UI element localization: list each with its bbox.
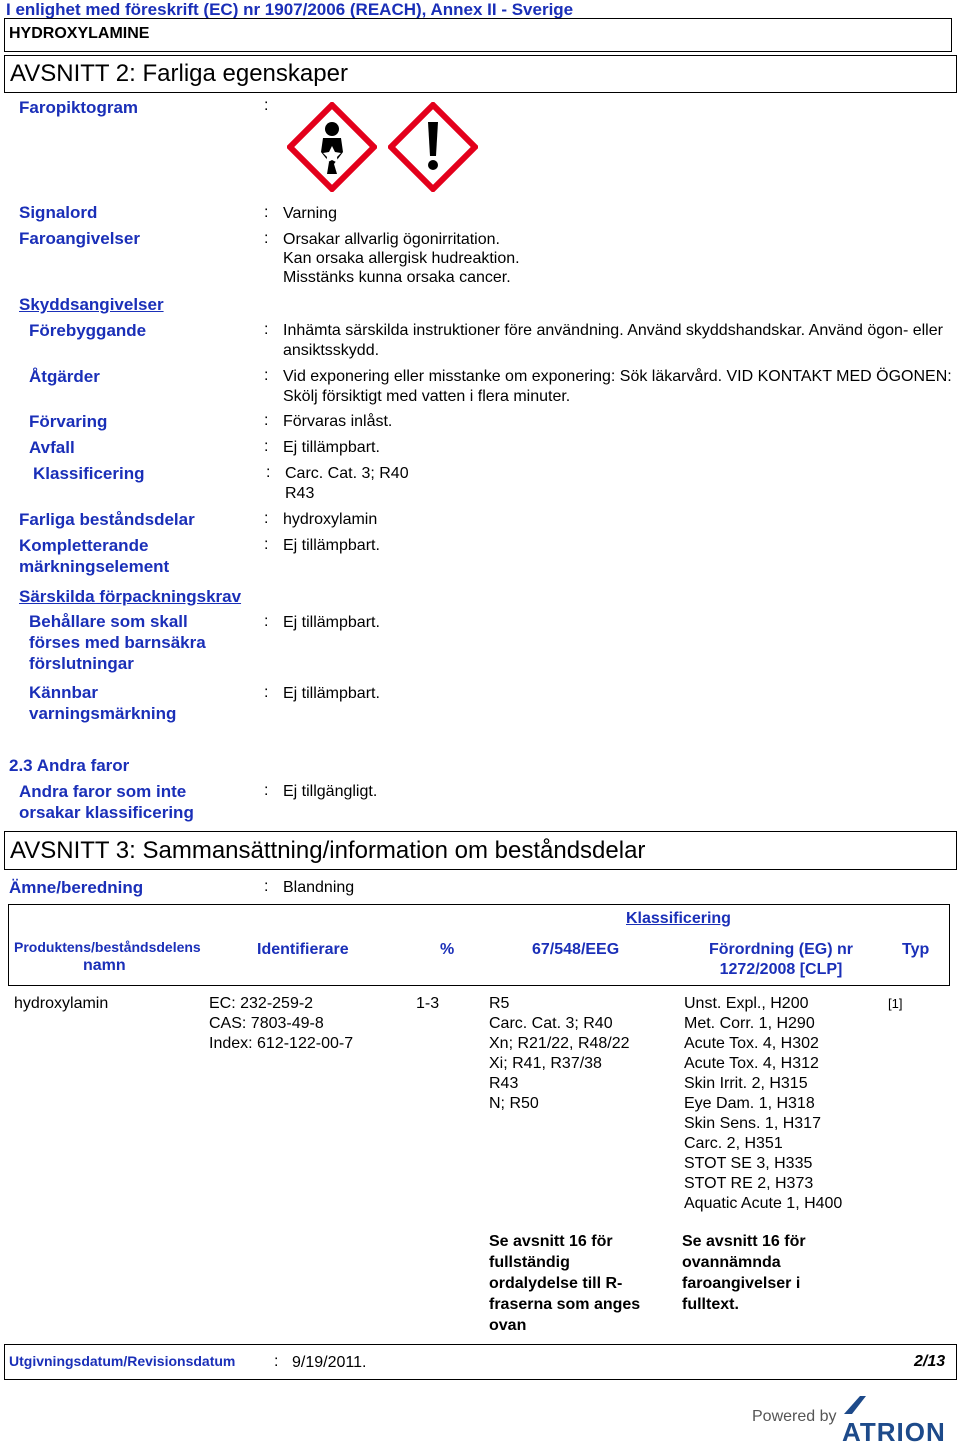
powered-by: Powered by bbox=[752, 1408, 837, 1425]
childproof-value: Ej tillämpbart. bbox=[283, 614, 380, 631]
tactile-label: Kännbar varningsmärkning bbox=[29, 683, 177, 723]
colon: : bbox=[264, 204, 269, 221]
row-name: hydroxylamin bbox=[14, 995, 109, 1012]
classification-group-header: Klassificering bbox=[626, 910, 731, 927]
response-label: Åtgärder bbox=[29, 367, 100, 386]
precaution-heading: Skyddsangivelser bbox=[19, 295, 164, 314]
colon: : bbox=[264, 782, 269, 799]
note-clp: Se avsnitt 16 för ovannämnda faroangivelser i fulltext. bbox=[682, 1233, 806, 1313]
section2-title: AVSNITT 2: Farliga egenskaper bbox=[10, 60, 348, 87]
disposal-label: Avfall bbox=[29, 438, 75, 457]
other-heading: 2.3 Andra faror bbox=[9, 756, 130, 775]
footer-date-label: Utgivningsdatum/Revisionsdatum bbox=[9, 1353, 236, 1369]
product-name: HYDROXYLAMINE bbox=[9, 25, 150, 42]
hazard-value: Orsakar allvarlig ögonirritation. Kan orsaka allergisk hudreaktion. Misstänks kunna orsaka cancer. bbox=[283, 231, 520, 286]
other-label: Andra faror som inte orsakar klassificering bbox=[19, 782, 194, 822]
prevention-value: Inhämta särskilda instruktioner före användning. Använd skyddshandskar. Använd ögon- eller ansiktsskydd. bbox=[283, 322, 943, 359]
dangerous-label: Farliga beståndsdelar bbox=[19, 510, 195, 529]
regulation-header: I enlighet med föreskrift (EC) nr 1907/2006 (REACH), Annex II - Sverige bbox=[6, 0, 574, 19]
health-hazard-icon bbox=[287, 102, 377, 192]
row-identifiers: EC: 232-259-2 CAS: 7803-49-8 Index: 612-122-00-7 bbox=[209, 995, 354, 1052]
prevention-label: Förebyggande bbox=[29, 321, 147, 340]
supplemental-label: Kompletterande märkningselement bbox=[19, 536, 170, 576]
colon: : bbox=[264, 321, 269, 338]
page-number: 2/13 bbox=[914, 1353, 946, 1370]
response-value: Vid exponering eller misstanke om exponering: Sök läkarvård. VID KONTAKT MED ÖGONEN: Skölj försiktigt med vatten i flera minuter. bbox=[283, 368, 952, 405]
header-type: Typ bbox=[902, 941, 930, 958]
note-eeg: Se avsnitt 16 för fullständig ordalydelse till R- fraserna som anges ovan bbox=[489, 1233, 641, 1334]
supplemental-value: Ej tillämpbart. bbox=[283, 537, 380, 554]
colon: : bbox=[264, 536, 269, 553]
header-identifiers: Identifierare bbox=[257, 941, 349, 958]
colon: : bbox=[274, 1353, 279, 1370]
hazard-label: Faroangivelser bbox=[19, 229, 140, 248]
brand-logo: ATRION bbox=[842, 1417, 946, 1447]
header-name-2: namn bbox=[83, 957, 126, 974]
colon: : bbox=[264, 684, 269, 701]
substance-label: Ämne/beredning bbox=[9, 878, 144, 897]
row-percent: 1-3 bbox=[416, 995, 440, 1012]
atrion-logo-icon bbox=[842, 1394, 868, 1416]
storage-label: Förvaring bbox=[29, 412, 108, 431]
packaging-heading: Särskilda förpackningskrav bbox=[19, 587, 242, 606]
colon: : bbox=[264, 510, 269, 527]
classification-label: Klassificering bbox=[33, 464, 145, 483]
colon: : bbox=[264, 367, 269, 384]
header-eeg: 67/548/EEG bbox=[532, 941, 620, 958]
classification-value: Carc. Cat. 3; R40 R43 bbox=[285, 465, 409, 502]
tactile-value: Ej tillämpbart. bbox=[283, 685, 380, 702]
dangerous-value: hydroxylamin bbox=[283, 511, 378, 528]
colon: : bbox=[266, 464, 271, 481]
footer-date-value: 9/19/2011. bbox=[292, 1354, 367, 1371]
row-eeg: R5 Carc. Cat. 3; R40 Xn; R21/22, R48/22 Xi; R41, R37/38 R43 N; R50 bbox=[489, 995, 630, 1112]
childproof-label: Behållare som skall förses med barnsäkra förslutningar bbox=[29, 612, 206, 673]
row-type: [1] bbox=[888, 996, 903, 1011]
colon: : bbox=[264, 438, 269, 455]
pictogram-label: Faropiktogram bbox=[19, 98, 139, 117]
section3-title: AVSNITT 3: Sammansättning/information om beståndsdelar bbox=[10, 837, 646, 864]
signal-value: Varning bbox=[283, 205, 337, 222]
colon: : bbox=[264, 412, 269, 429]
header-name: Produktens/beståndsdelens bbox=[14, 939, 201, 955]
other-value: Ej tillgängligt. bbox=[283, 783, 378, 800]
colon: : bbox=[264, 878, 269, 895]
header-clp: Förordning (EG) nr 1272/2008 [CLP] bbox=[709, 941, 853, 978]
storage-value: Förvaras inlåst. bbox=[283, 413, 393, 430]
header-percent: % bbox=[440, 941, 455, 958]
colon: : bbox=[264, 97, 269, 114]
disposal-value: Ej tillämpbart. bbox=[283, 439, 380, 456]
signal-label: Signalord bbox=[19, 203, 98, 222]
colon: : bbox=[264, 613, 269, 630]
exclamation-icon bbox=[388, 102, 478, 192]
row-clp: Unst. Expl., H200 Met. Corr. 1, H290 Acute Tox. 4, H302 Acute Tox. 4, H312 Skin Irrit. 2, H315 Eye Dam. 1, H318 Skin Sens. 1, H317 Carc. 2, H351 STOT SE 3, H335 STOT RE 2, H373 Aquatic Acute 1, H400 bbox=[684, 995, 843, 1212]
substance-value: Blandning bbox=[283, 879, 355, 896]
colon: : bbox=[264, 230, 269, 247]
